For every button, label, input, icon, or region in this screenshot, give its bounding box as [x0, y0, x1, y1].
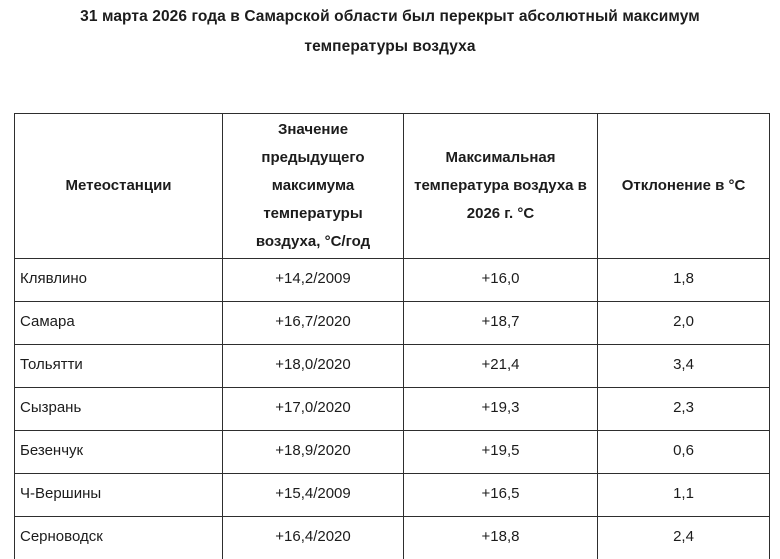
- table-row: [15, 431, 770, 474]
- station-cell: Сызрань: [15, 388, 223, 431]
- column-header-deviation: Отклонение в °С: [598, 114, 770, 259]
- table-row: [15, 302, 770, 345]
- max-2026-cell: +19,5: [404, 431, 598, 474]
- title-line-1: 31 марта 2026 года в Самарской области был перекрыт абсолютный максимум: [80, 8, 700, 25]
- station-cell: Серноводск: [15, 517, 223, 559]
- station-cell: Ч-Вершины: [15, 474, 223, 517]
- max-2026-cell: +18,8: [404, 517, 598, 559]
- column-header-prev-max: Значение предыдущего максимума температуры воздуха, °С/год: [223, 114, 404, 259]
- prev-max-cell: +16,4/2020: [223, 517, 404, 559]
- max-2026-cell: +19,3: [404, 388, 598, 431]
- max-2026-cell: +16,5: [404, 474, 598, 517]
- station-cell: Клявлино: [15, 259, 223, 302]
- prev-max-cell: +18,9/2020: [223, 431, 404, 474]
- document-title: [0, 2, 780, 62]
- title-line-2: температуры воздуха: [304, 38, 476, 55]
- table-row: [15, 345, 770, 388]
- prev-max-cell: +18,0/2020: [223, 345, 404, 388]
- max-2026-cell: +21,4: [404, 345, 598, 388]
- column-header-stations: Метеостанции: [15, 114, 223, 259]
- prev-max-cell: +17,0/2020: [223, 388, 404, 431]
- temperature-table: [14, 113, 770, 559]
- table-row: [15, 517, 770, 559]
- table-row: [15, 474, 770, 517]
- deviation-cell: 2,3: [598, 388, 770, 431]
- station-cell: Безенчук: [15, 431, 223, 474]
- station-cell: Самара: [15, 302, 223, 345]
- station-cell: Тольятти: [15, 345, 223, 388]
- deviation-cell: 0,6: [598, 431, 770, 474]
- max-2026-cell: +16,0: [404, 259, 598, 302]
- table-header-row: [15, 114, 770, 259]
- table-row: [15, 259, 770, 302]
- prev-max-cell: +15,4/2009: [223, 474, 404, 517]
- deviation-cell: 2,0: [598, 302, 770, 345]
- deviation-cell: 2,4: [598, 517, 770, 559]
- prev-max-cell: +14,2/2009: [223, 259, 404, 302]
- deviation-cell: 3,4: [598, 345, 770, 388]
- prev-max-cell: +16,7/2020: [223, 302, 404, 345]
- deviation-cell: 1,1: [598, 474, 770, 517]
- column-header-max-2026: Максимальная температура воздуха в 2026 г. °С: [404, 114, 598, 259]
- max-2026-cell: +18,7: [404, 302, 598, 345]
- table-row: [15, 388, 770, 431]
- deviation-cell: 1,8: [598, 259, 770, 302]
